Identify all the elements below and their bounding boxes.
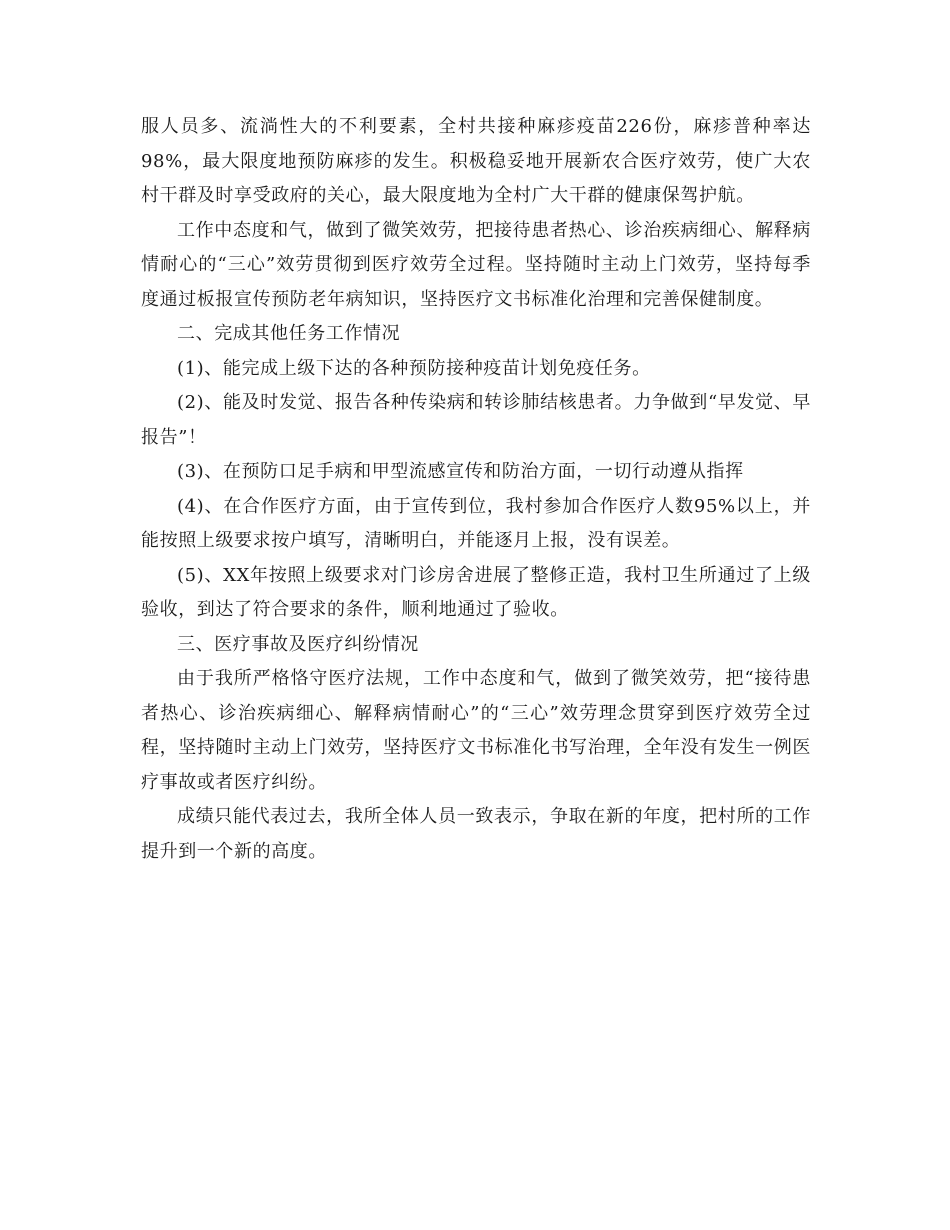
paragraph-conclusion: 成绩只能代表过去，我所全体人员一致表示，争取在新的年度，把村所的工作提升到一个新的高度。 [141, 806, 811, 862]
list-item-1: (1)、能完成上级下达的各种预防接种疫苗计划免疫任务。 [177, 357, 651, 379]
section-heading-medical-incidents: 三、医疗事故及医疗纠纷情况 [177, 633, 419, 655]
list-item-2: (2)、能及时发觉、报告各种传染病和转诊肺结核患者。力争做到“早发觉、早报告”！ [141, 392, 811, 448]
list-item-4: (4)、在合作医疗方面，由于宣传到位，我村参加合作医疗人数95%以上，并能按照上级要求按户填写，清晰明白，并能逐月上报，没有误差。 [141, 495, 811, 551]
paragraph-service-attitude: 工作中态度和气，做到了微笑效劳，把接待患者热心、诊治疾病细心、解释病情耐心的“三心”效劳贯彻到医疗效劳全过程。坚持随时主动上门效劳，坚持每季度通过板报宣传预防老年病知识，坚持医疗文书标准化治理和完善保健制度。 [141, 219, 811, 310]
paragraph-measles-vaccination: 服人员多、流淌性大的不利要素，全村共接种麻疹疫苗226份，麻疹普种率达98%，最大限度地预防麻疹的发生。积极稳妥地开展新农合医疗效劳，使广大农村干群及时享受政府的关心，最大限度地为全村广大干群的健康保驾护航。 [141, 116, 811, 206]
section-heading-other-tasks: 二、完成其他任务工作情况 [177, 323, 401, 344]
paragraph-regulations: 由于我所严格恪守医疗法规，工作中态度和气，做到了微笑效劳，把“接待患者热心、诊治疾病细心、解释病情耐心”的“三心”效劳理念贯穿到医疗效劳全过程，坚持随时主动上门效劳，坚持医疗文书标准化书写治理，全年没有发生一例医疗事故或者医疗纠纷。 [141, 668, 811, 793]
list-item-5: (5)、XX年按照上级要求对门诊房舍进展了整修正造，我村卫生所通过了上级验收，到达了符合要求的条件，顺利地通过了验收。 [141, 564, 811, 620]
document-body [141, 110, 811, 869]
list-item-3: (3)、在预防口足手病和甲型流感宣传和防治方面，一切行动遵从指挥 [177, 461, 744, 482]
